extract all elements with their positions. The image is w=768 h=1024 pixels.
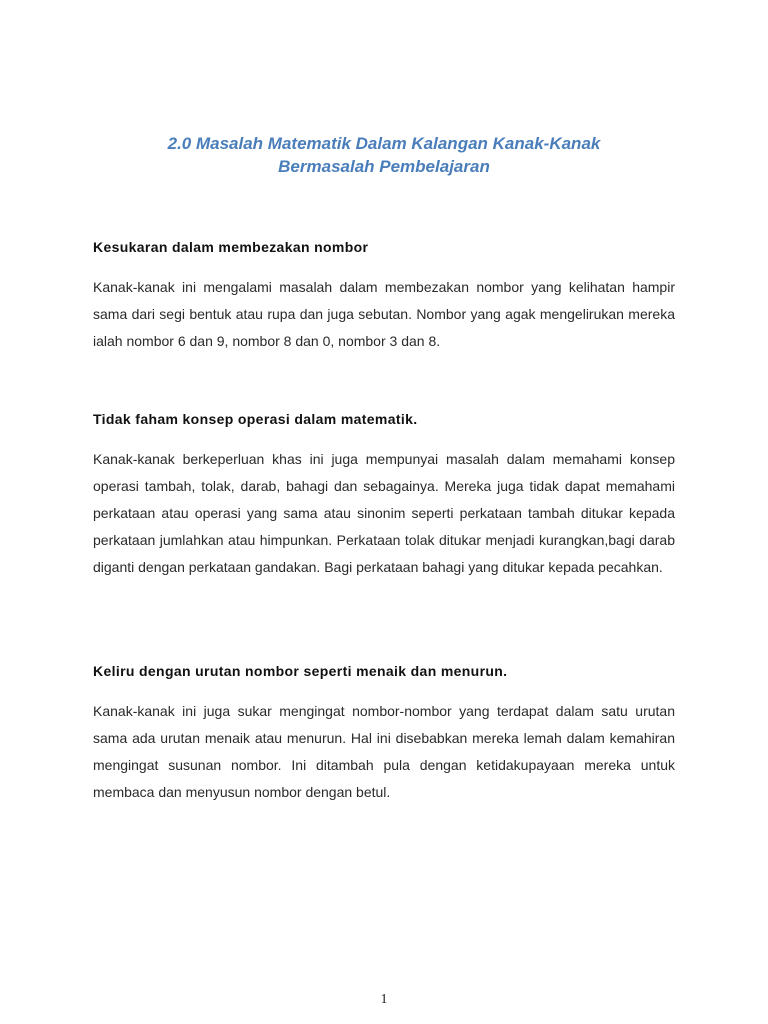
section-heading: Tidak faham konsep operasi dalam matematik.: [93, 411, 418, 427]
section-number-differentiation: [93, 238, 675, 355]
document-title: [0, 132, 768, 178]
section-number-sequence: [93, 662, 675, 806]
section-paragraph: Kanak-kanak ini mengalami masalah dalam membezakan nombor yang kelihatan hampir sama dari segi bentuk atau rupa dan juga sebutan. Nombor yang agak mengelirukan mereka ialah nombor 6 dan 9, nombor 8 dan 0, nombor 3 dan 8.: [93, 279, 675, 349]
title-line-1: 2.0 Masalah Matematik Dalam Kalangan Kanak-Kanak: [167, 134, 601, 153]
section-heading: Kesukaran dalam membezakan nombor: [93, 239, 369, 255]
section-paragraph: Kanak-kanak ini juga sukar mengingat nombor-nombor yang terdapat dalam satu urutan sama ada urutan menaik atau menurun. Hal ini disebabkan mereka lemah dalam kemahiran mengingat susunan nombor. Ini ditambah pula dengan ketidakupayaan mereka untuk membaca dan menyusun nombor dengan betul.: [93, 703, 675, 800]
section-paragraph: Kanak-kanak berkeperluan khas ini juga mempunyai masalah dalam memahami konsep operasi tambah, tolak, darab, bahagi dan sebagainya. Mereka juga tidak dapat memahami perkataan atau operasi yang sama atau sinonim seperti perkataan tambah ditukar kepada perkataan jumlahkan atau himpunkan. Perkataan tolak ditukar menjadi kurangkan,bagi darab diganti dengan perkataan gandakan. Bagi perkataan bahagi yang ditukar kepada pecahkan.: [93, 451, 675, 575]
title-line-2: Bermasalah Pembelajaran: [278, 157, 490, 176]
page-number: 1: [380, 992, 388, 1007]
section-heading: Keliru dengan urutan nombor seperti menaik dan menurun.: [93, 663, 508, 679]
section-operation-concepts: [93, 410, 675, 581]
